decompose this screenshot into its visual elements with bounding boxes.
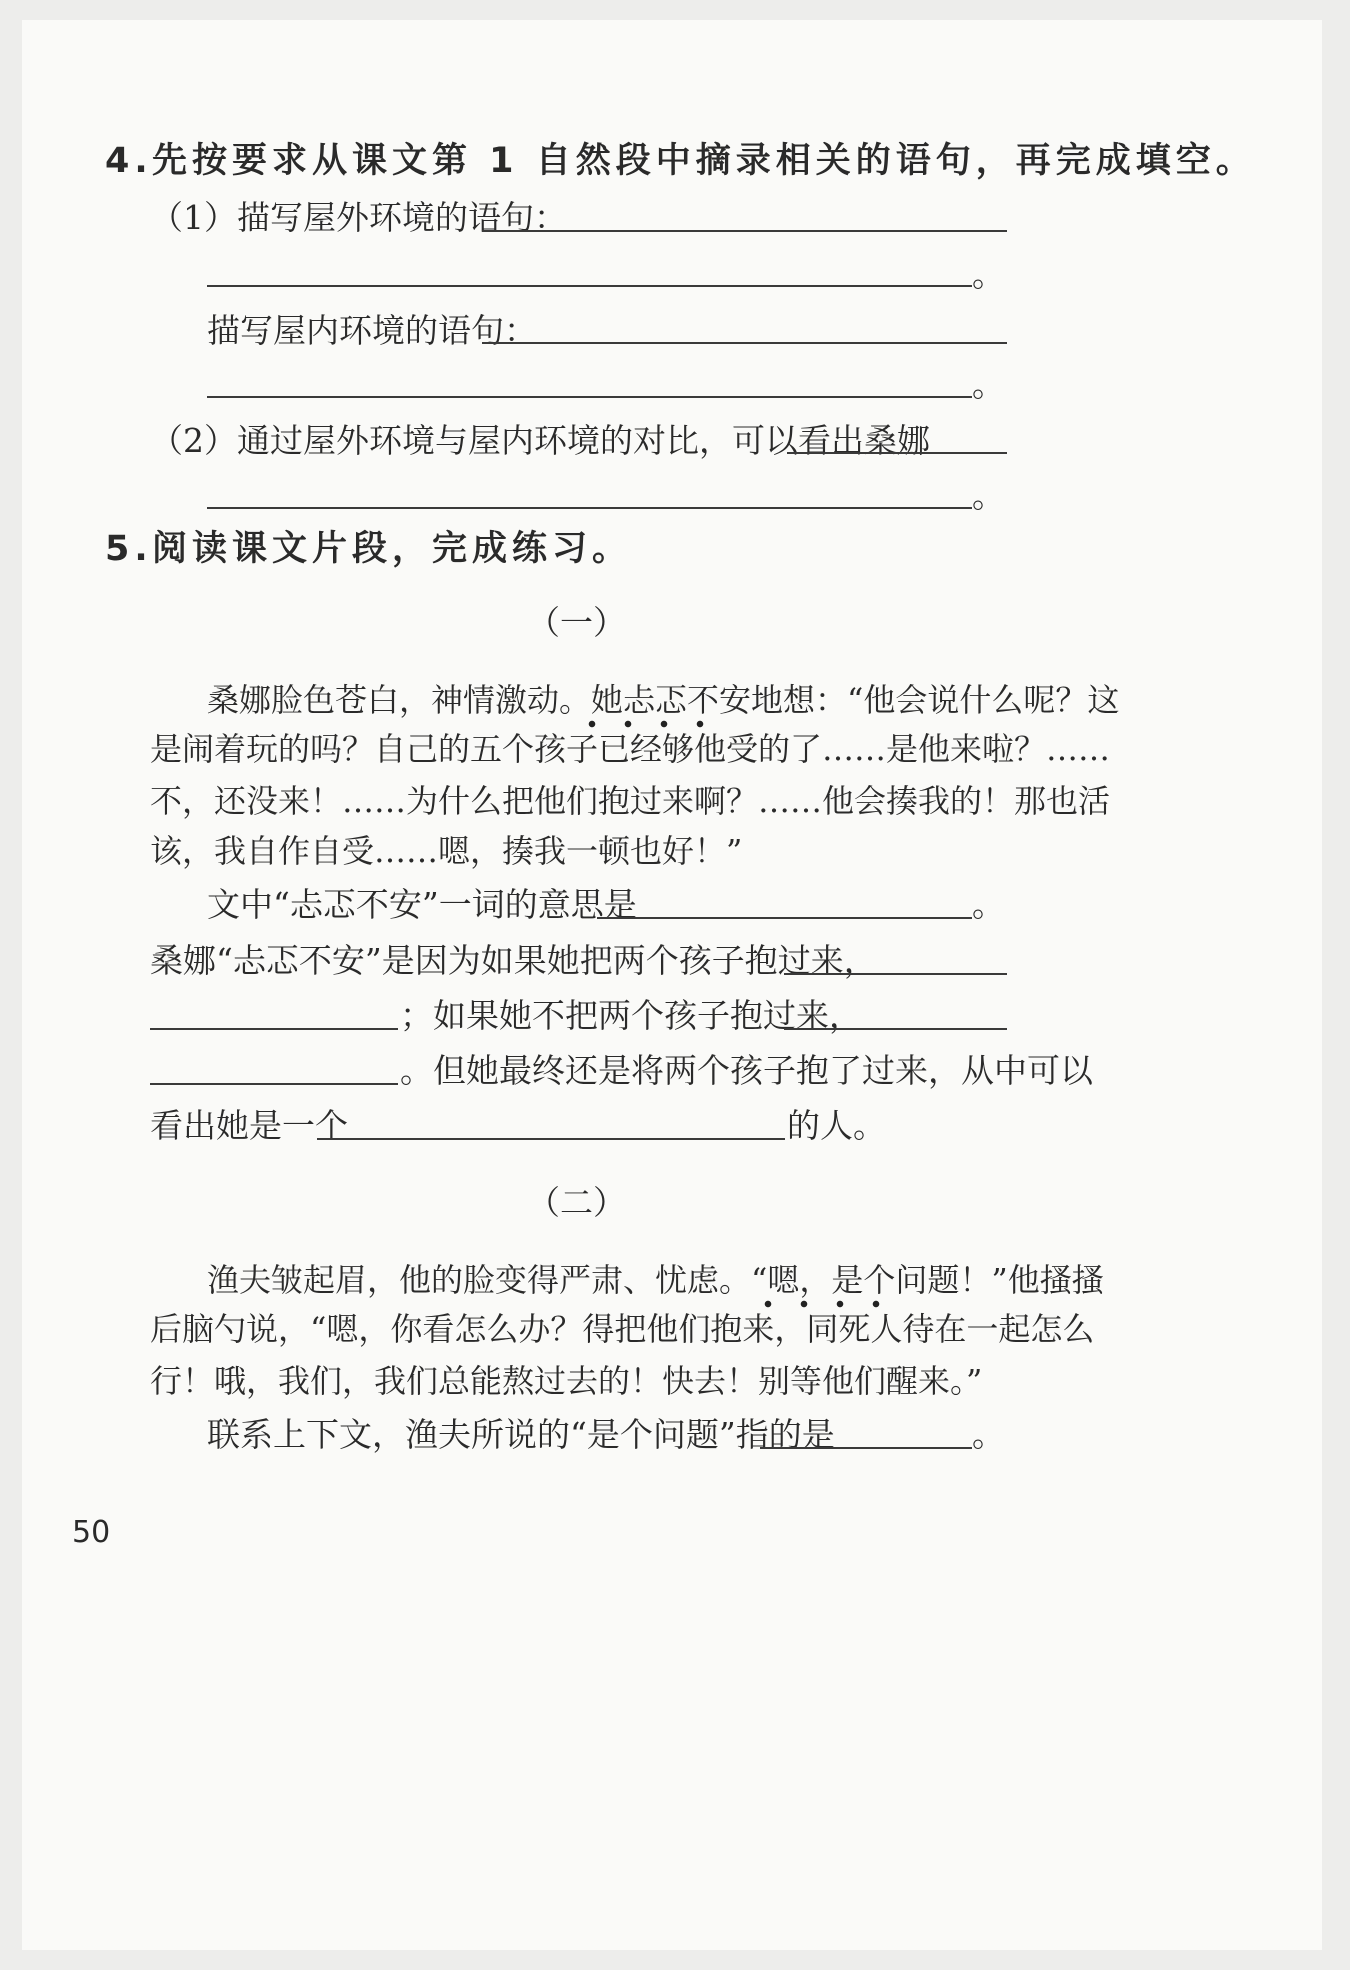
q4-part1-label: （1）描写屋外环境的语句： [150, 198, 567, 237]
section-1-question-d: 。但她最终还是将两个孩子抱了过来，从中可以 [400, 1051, 1093, 1090]
q4-title: 先按要求从课文第 1 自然段中摘录相关的语句，再完成填空。 [152, 141, 1256, 181]
q4-part2-label: （2）通过屋外环境与屋内环境的对比，可以看出桑娜 [150, 421, 930, 460]
section-1-passage-line-1: 桑娜脸色苍白，神情激动。她忐忑不安地想：“他会说什么呢？这 [207, 681, 1120, 719]
section-1-question-c: ；如果她不把两个孩子抱过来， [400, 996, 862, 1035]
q4-part1b-label: 描写屋内环境的语句： [207, 311, 537, 350]
section-1-passage-line-4: 该，我自作自受……嗯，揍我一顿也好！” [150, 832, 743, 870]
section-2-passage-line-3: 行！哦，我们，我们总能熬过去的！快去！别等他们醒来。” [150, 1362, 983, 1400]
q4-part1b-answer-line-1[interactable] [482, 342, 1007, 344]
section-2-passage-line-1: 渔夫皱起眉，他的脸变得严肃、忧虑。“嗯，是个问题！”他搔搔 [207, 1261, 1104, 1299]
q4-part1-answer-line-2[interactable] [207, 285, 972, 287]
section-2-heading: （二） [527, 1183, 626, 1222]
section-1-answer-c-1[interactable] [784, 1028, 1007, 1030]
section-1-question-b: 桑娜“忐忑不安”是因为如果她把两个孩子抱过来， [150, 941, 877, 980]
section-2-answer-a[interactable] [760, 1447, 972, 1449]
q4-part2-answer-line-2[interactable] [207, 507, 972, 509]
section-1-question-e-end: 的人。 [787, 1106, 886, 1145]
q4-part1b-period: 。 [972, 365, 1005, 404]
section-1-answer-c-2[interactable] [150, 1083, 398, 1085]
section-1-answer-e[interactable] [317, 1138, 785, 1140]
section-2-passage-line-2: 后脑勺说，“嗯，你看怎么办？得把他们抱来，同死人待在一起怎么 [150, 1310, 1095, 1348]
q5-number: 5. [105, 529, 153, 569]
section-1-answer-a-period: 。 [972, 885, 1005, 924]
section-1-heading: （一） [527, 603, 626, 642]
q4-part1-answer-line-1[interactable] [482, 230, 1007, 232]
section-2-question-a: 联系上下文，渔夫所说的“是个问题”指的是 [207, 1415, 835, 1454]
q4-part2-period: 。 [972, 476, 1005, 515]
section-1-passage-line-2: 是闹着玩的吗？自己的五个孩子已经够他受的了……是他来啦？…… [150, 730, 1111, 768]
q4-part1b-answer-line-2[interactable] [207, 396, 972, 398]
q4-part1-period: 。 [972, 255, 1005, 294]
q5-title: 阅读课文片段，完成练习。 [152, 529, 633, 569]
section-1-question-e-start: 看出她是一个 [150, 1106, 348, 1145]
section-1-answer-b-2[interactable] [150, 1028, 398, 1030]
section-2-answer-a-period: 。 [972, 1415, 1005, 1454]
q4-part2-answer-line-1[interactable] [787, 452, 1007, 454]
q4-number: 4. [105, 141, 153, 181]
section-1-answer-a[interactable] [597, 917, 972, 919]
section-1-question-a: 文中“忐忑不安”一词的意思是 [207, 885, 637, 924]
page-number: 50 [72, 1515, 111, 1550]
section-1-passage-line-3: 不，还没来！……为什么把他们抱过来啊？……他会揍我的！那也活 [150, 782, 1111, 820]
section-1-answer-b-1[interactable] [784, 973, 1007, 975]
workbook-page [22, 20, 1322, 1950]
